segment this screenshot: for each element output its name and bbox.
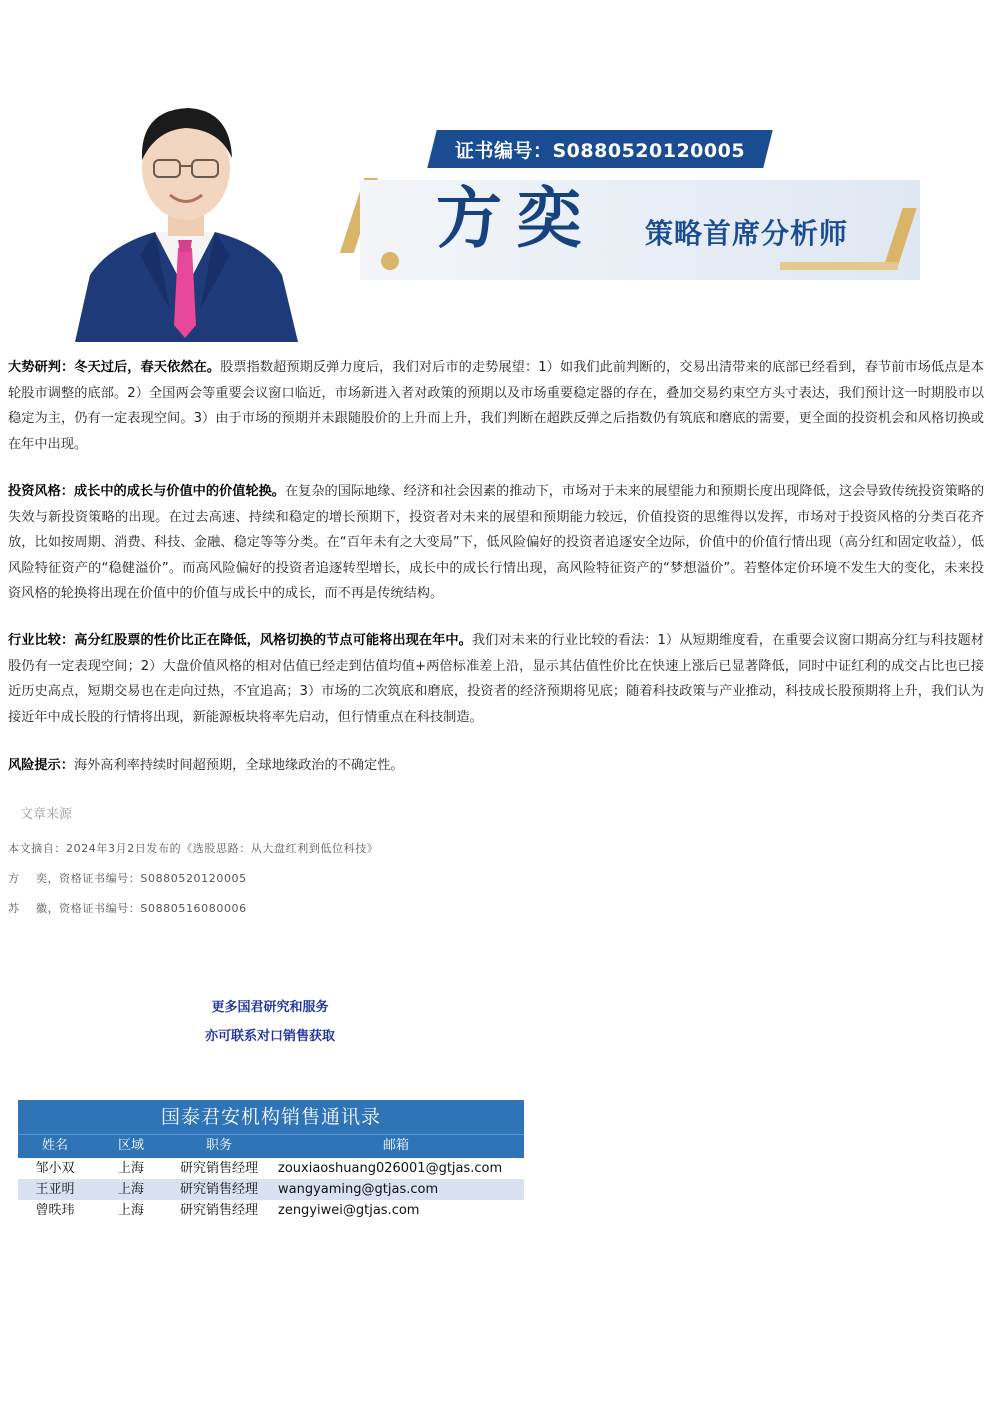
paragraph-body: 在复杂的国际地缘、经济和社会因素的推动下，市场对于未来的展望能力和预期长度出现降低，这会导致传统投资策略的失效与新投资策略的出现。在过去高速、持续和稳定的增长预期下，投资者对未来的展望和预期能力较远，价值投资的思维得以发挥，市场对于投资风格的分类百花齐放，比如按周期、消费、科技、金融、稳定等等分类。在“百年未有之大变局”下，低风险偏好的投资者追逐安全边际，价值中的价值行情出现（高分红和固定收益），低风险特征资产的“稳健溢价”。而高风险偏好的投资者追逐转型增长，成长中的成长行情出现，高风险特征资产的“梦想溢价”。若整体定价环境不发生大的变化，未来投资风格的轮换将出现在价值中的价值与成长中的成长，而不再是传统结构。 xyxy=(8,484,985,602)
promo-line-1: 更多国君研究和服务 xyxy=(211,1000,329,1015)
analyst-name: 方奕 xyxy=(436,179,596,257)
cell-region: 上海 xyxy=(117,1182,144,1197)
header-position: 职务 xyxy=(205,1138,232,1153)
cell-region: 上海 xyxy=(117,1203,144,1218)
cell-position: 研究销售经理 xyxy=(179,1161,258,1176)
analyst-title: 策略首席分析师 xyxy=(645,217,849,250)
analyst-photo xyxy=(70,80,300,342)
table-row xyxy=(18,1200,524,1221)
cell-email[interactable]: zengyiwei@gtjas.com xyxy=(278,1203,420,1218)
header-name: 姓名 xyxy=(41,1138,68,1153)
paragraph-heading: 行业比较：高分红股票的性价比正在降低，风格切换的节点可能将出现在年中。 xyxy=(8,633,472,648)
cell-position: 研究销售经理 xyxy=(179,1203,258,1218)
paragraph-body: 海外高利率持续时间超预期，全球地缘政治的不确定性。 xyxy=(73,758,404,773)
table-header xyxy=(18,1134,524,1157)
cell-name: 曾昳玮 xyxy=(35,1203,75,1218)
paragraph-heading: 风险提示： xyxy=(8,758,74,773)
cell-email[interactable]: wangyaming@gtjas.com xyxy=(278,1182,439,1197)
header-email: 邮箱 xyxy=(382,1138,409,1153)
paragraph-heading: 大势研判：冬天过后，春天依然在。 xyxy=(8,360,221,375)
cell-region: 上海 xyxy=(117,1161,144,1176)
source-heading: 文章来源 xyxy=(20,807,73,822)
paragraph-body: 股票指数超预期反弹力度后，我们对后市的走势展望：1）如我们此前判断的，交易出清带来的底部已经看到，春节前市场低点是本轮股市调整的底部。2）全国两会等重要会议窗口临近，市场新进入者对政策的预期以及市场重要稳定器的存在，叠加交易约束空方头寸表达，我们预计这一时期股市以稳定为主，仍有一定表现空间。3）由于市场的预期并未跟随股价的上升而上升，我们判断在超跌反弹之后指数仍有筑底和磨底的需要，更全面的投资机会和风格切换或在年中出现。 xyxy=(8,360,984,452)
paragraph-market-outlook xyxy=(8,355,984,457)
source-author-2: 苏 徽，资格证书编号：S0880516080006 xyxy=(8,902,247,915)
cell-position: 研究销售经理 xyxy=(179,1182,258,1197)
analyst-banner xyxy=(0,60,992,345)
source-author-1: 方 奕，资格证书编号：S0880520120005 xyxy=(8,872,247,885)
cell-email[interactable]: zouxiaoshuang026001@gtjas.com xyxy=(278,1161,503,1176)
cell-name: 王亚明 xyxy=(35,1182,75,1197)
sales-contact-table xyxy=(18,1100,524,1221)
table-title: 国泰君安机构销售通讯录 xyxy=(18,1100,524,1134)
table-row xyxy=(18,1157,524,1179)
paragraph-risk-warning xyxy=(8,753,984,779)
paragraph-heading: 投资风格：成长中的成长与价值中的价值轮换。 xyxy=(8,484,285,499)
paragraph-body: 我们对未来的行业比较的看法：1）从短期维度看，在重要会议窗口期高分红与科技题材股仍有一定表现空间；2）大盘价值风格的相对估值已经走到估值均值+两倍标准差上沿，显示其估值性价比在快速上涨后已显著降低，同时中证红利的成交占比也已接近历史高点，短期交易也在走向过热，不宜追高；3）市场的二次筑底和磨底，投资者的经济预期将见底；随着科技政策与产业推动，科技成长股预期将上升，我们认为接近年中成长股的行情将出现，新能源板块将率先启动，但行情重点在科技制造。 xyxy=(8,633,984,725)
promo-line-2: 亦可联系对口销售获取 xyxy=(204,1029,335,1044)
gold-accent-bottom xyxy=(780,262,898,270)
header-region: 区域 xyxy=(117,1138,144,1153)
gold-dot-icon xyxy=(381,252,399,270)
table-row xyxy=(18,1179,524,1200)
cell-name: 邹小双 xyxy=(35,1161,75,1176)
cert-label: 证书编号：S0880520120005 xyxy=(455,140,746,162)
source-citation: 本文摘自：2024年3月2日发布的《选股思路：从大盘红利到低位科技》 xyxy=(8,842,379,855)
paragraph-industry-comparison xyxy=(8,628,984,730)
paragraph-investment-style xyxy=(8,479,984,607)
